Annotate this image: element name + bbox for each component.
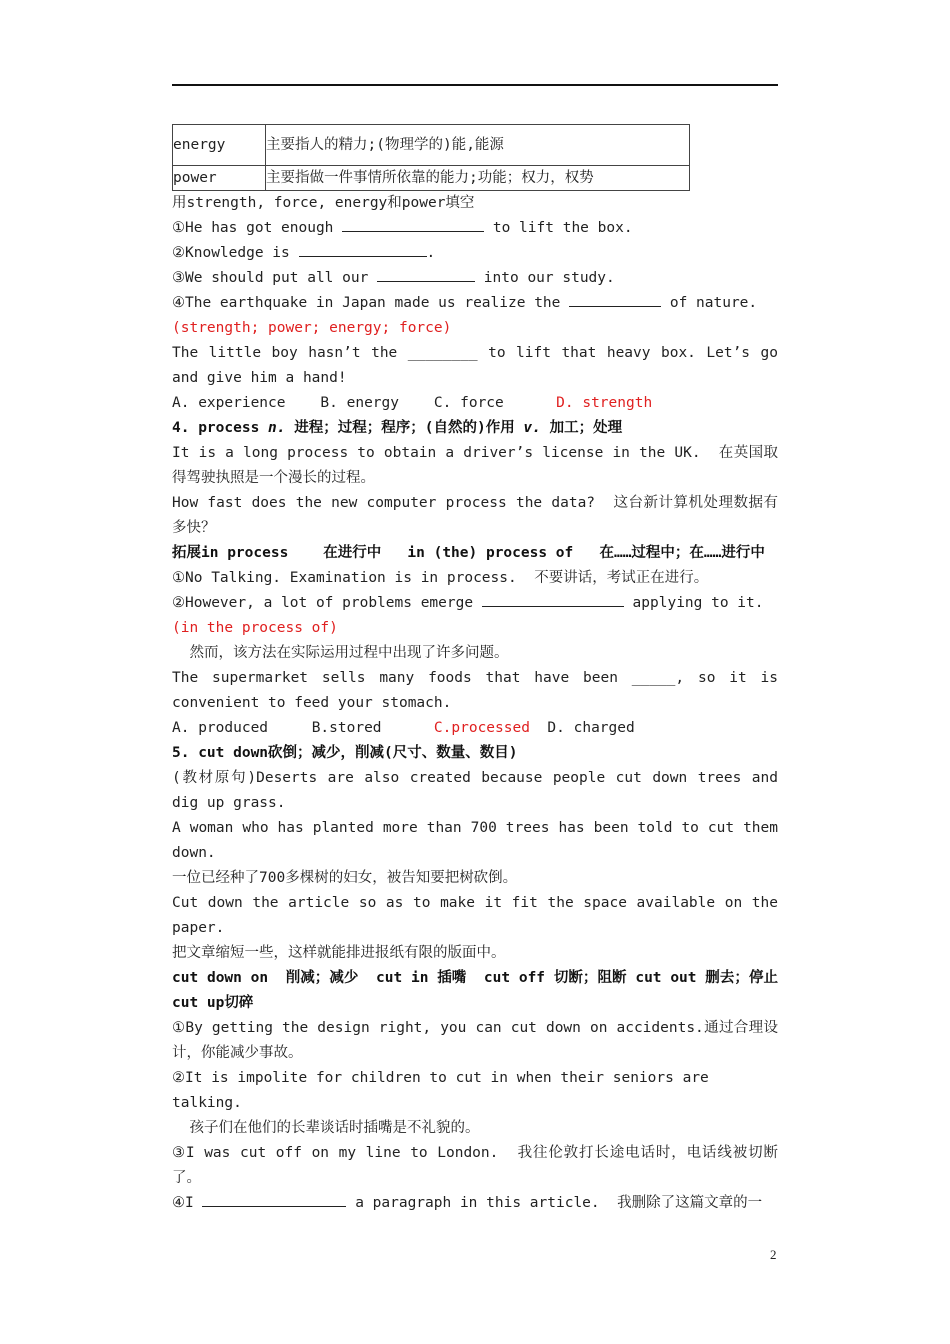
exercise-text: into our study. [475,270,615,286]
extension-heading: 拓展in process 在进行中 in (the) process of 在……过程中；在……进行中 [172,545,765,561]
table-row [173,166,690,191]
heading-pos: n. [268,420,286,436]
mc-question-2: The supermarket sells many foods that have been _____, so it is convenient to feed your stomach. [172,670,787,711]
option-d-answer: D. strength [556,395,653,411]
table-row [173,125,690,166]
blank [569,292,661,307]
heading-pos: v. [523,420,541,436]
vocab-table [172,124,690,191]
example-sentence: ①By getting the design right, you can cut down on accidents.通过合理设计，你能减少事故。 [172,1020,778,1061]
option-b: B.stored [311,720,382,736]
exercise-text: ④The earthquake in Japan made us realize the [172,295,570,311]
mc-question-1: The little boy hasn’t the ________ to lift that heavy box. Let’s go and give him a hand! [172,345,787,386]
mc-options-1 [172,391,778,416]
header-rule [172,84,778,86]
table-cell-word: energy [173,125,266,166]
section-heading-4 [172,416,778,441]
heading-text: 进程；过程；程序；(自然的)作用 [285,420,524,436]
page-number: 2 [770,1247,777,1262]
exercise-answer: (strength; power; energy; force) [172,320,452,336]
exercise-text: ①He has got enough [172,220,343,236]
exercise-text: to lift the box. [484,220,633,236]
table-cell-meaning: 主要指人的精力;(物理学的)能,能源 [266,125,690,166]
section-heading-5: 5. cut down砍倒；减少，削减(尺寸、数量、数目) [172,745,518,761]
translation: 孩子们在他们的长辈谈话时插嘴是不礼貌的。 [172,1120,480,1136]
example-sentence: ②It is impolite for children to cut in when their seniors are talking. [172,1070,718,1111]
example-sentence: Cut down the article so as to make it fit the space available on the paper. [172,895,787,936]
translation: 然而，该方法在实际运用过程中出现了许多问题。 [172,645,509,661]
example-sentence: ①No Talking. Examination is in process. 不要讲话，考试正在进行。 [172,570,709,586]
exercise-text: ③We should put all our [172,270,378,286]
mc-options-2 [172,716,778,741]
translation: 把文章缩短一些，这样就能排进报纸有限的版面中。 [172,945,506,961]
exercise-text: ④I [172,1195,203,1211]
fill-intro: 用strength, force, energy和power填空 [172,195,475,211]
exercise-text: applying to it. [623,595,764,611]
example-sentence: A woman who has planted more than 700 trees has been told to cut them down. [172,820,787,861]
blank [482,592,624,607]
example-sentence: It is a long process to obtain a driver’s license in the UK. 在英国取得驾驶执照是一个漫长的过程。 [172,445,778,486]
exercise-6 [172,1191,778,1216]
exercise-text: ②Knowledge is [172,245,299,261]
document-body [172,124,787,1216]
exercise-text: . [426,245,436,261]
exercise-1 [172,216,778,241]
option-c: C. force [433,395,504,411]
option-a: A. experience [172,395,286,411]
exercise-2 [172,241,778,266]
table-cell-meaning: 主要指做一件事情所依靠的能力;功能；权力，权势 [266,166,690,191]
exercise-4 [172,291,778,316]
example-sentence: ③I was cut off on my line to London. 我往伦敦打长途电话时，电话线被切断了。 [172,1145,778,1186]
exercise-3 [172,266,778,291]
heading-text: 加工；处理 [540,420,623,436]
translation: 一位已经种了700多棵树的妇女，被告知要把树砍倒。 [172,870,518,886]
option-d: D. charged [547,720,635,736]
blank [202,1192,346,1207]
option-b: B. energy [320,395,399,411]
extension-heading: cut down on 削减；减少 cut in 插嘴 cut off 切断；阻断 cut out 删去；停止cut up切碎 [172,970,778,1011]
exercise-text: ②However, a lot of problems emerge [172,595,482,611]
example-sentence: How fast does the new computer process the data? 这台新计算机处理数据有多快？ [172,495,778,536]
exercise-answer: (in the process of) [172,620,338,636]
exercise-5 [172,591,778,616]
option-c-answer: C.processed [433,720,530,736]
heading-text: 4. process [172,420,269,436]
blank [299,242,427,257]
blank [377,267,475,282]
blank [342,217,484,232]
example-sentence: (教材原句)Deserts are also created because people cut down trees and dig up grass. [172,770,787,811]
table-cell-word: power [173,166,266,191]
option-a: A. produced [172,720,269,736]
exercise-text: of nature. [661,295,758,311]
exercise-text: a paragraph in this article. 我删除了这篇文章的一 [346,1195,763,1211]
